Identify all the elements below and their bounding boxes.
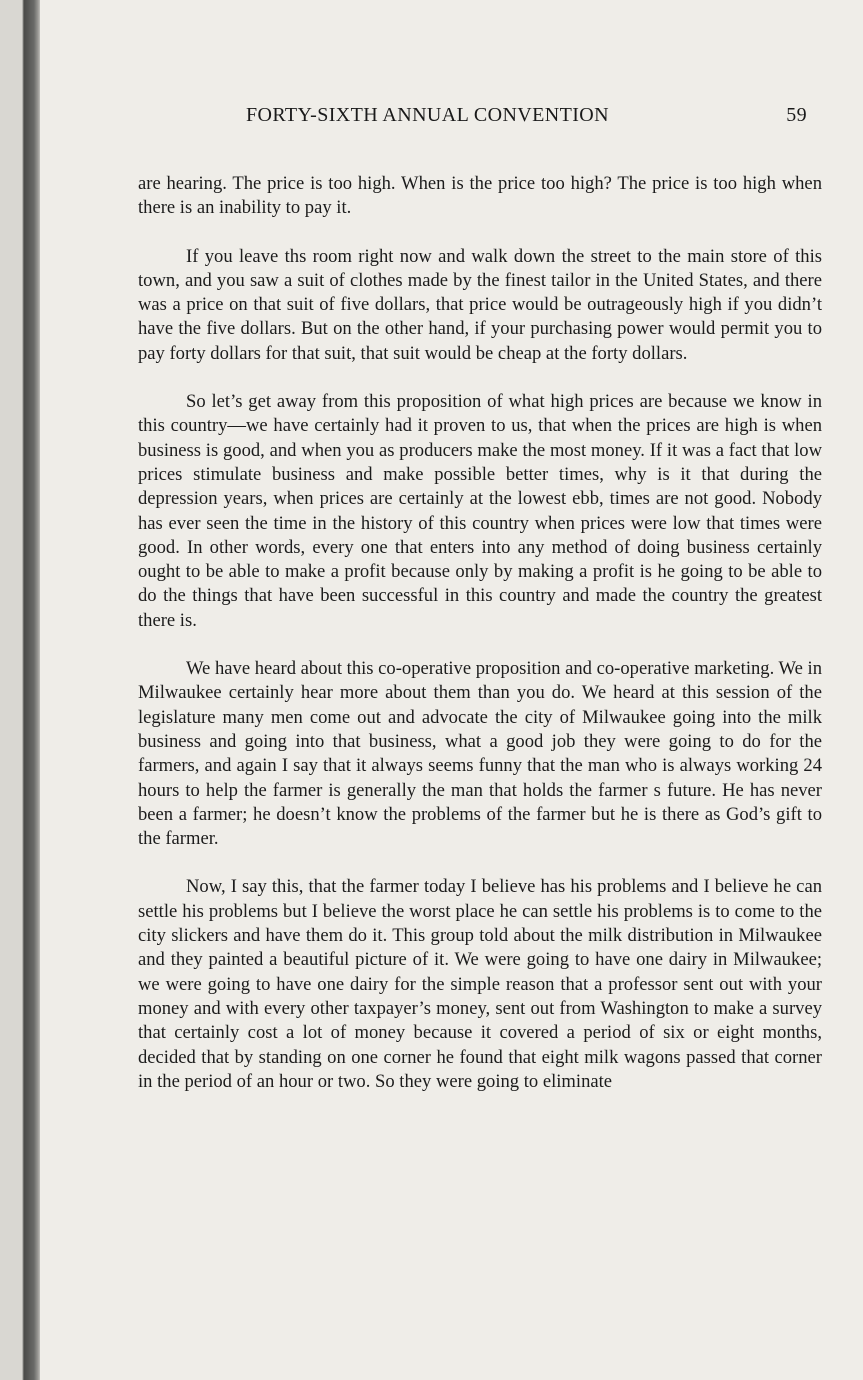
book-binding-edge xyxy=(0,0,40,1380)
paragraph-high-prices: So let’s get away from this proposition of what high prices are because we know in this country—we have certainly had it proven to us, that when the prices are high is when business is good, and when you as producers make the most money. If it was a fact that low prices stimulate business and make possible better times, why is it that during the depression years, when prices are certainly at the lowest ebb, times are not good. Nobody has ever seen the time in the history of this country when prices were low that times were good. In other words, every one that enters into any method of doing business certainly ought to be able to make a profit because only by making a profit is he going to be able to do the things that have been successful in this country and made the country the greatest there is. xyxy=(138,391,822,631)
paragraph-continued: are hearing. The price is too high. When is the price too high? The price is too high when there is an inability to pay it. xyxy=(138,173,822,219)
running-title: FORTY-SIXTH ANNUAL CONVENTION xyxy=(246,104,609,126)
paragraph-suit-of-clothes: If you leave ths room right now and walk down the street to the main store of this town, and you saw a suit of clothes made by the finest tailor in the United States, and there was a price on that suit of five dollars, that price would be outrageously high if you didn’t have the five dollars. But on the other hand, if your purchasing power would permit you to pay forty dollars for that suit, that suit would be cheap at the forty dollars. xyxy=(138,245,822,364)
paragraph-co-operative: We have heard about this co-operative proposition and co-operative marketing. We in Milwaukee certainly hear more about them than you do. We heard at this session of the legislature many men come out and advocate the city of Milwaukee going into the milk business and going into that business, what a good job they were going to do for the farmers, and again I say that it always seems funny that the man who is always working 24 hours to help the farmer is generally the man that holds the farmer s future. He has never been a farmer; he doesn’t know the problems of the farmer but he is there as God’s gift to the farmer. xyxy=(138,658,822,850)
page-number: 59 xyxy=(786,104,807,126)
body-text xyxy=(138,172,822,1118)
page-header xyxy=(246,104,807,134)
paragraph-milk-distribution: Now, I say this, that the farmer today I believe has his problems and I believe he can settle his problems but I believe the worst place he can settle his problems is to come to the city slickers and have them do it. This group told about the milk distribution in Milwaukee and they painted a beautiful picture of it. We were going to have one dairy in Milwaukee; we were going to have one dairy for the simple reason that a professor sent out with your money and with every other taxpayer’s money, sent out from Washington to make a survey that certainly cost a lot of money because it covered a period of six or eight months, decided that by standing on one corner he found that eight milk wagons passed that corner in the period of an hour or two. So they were going to eliminate xyxy=(138,876,822,1092)
